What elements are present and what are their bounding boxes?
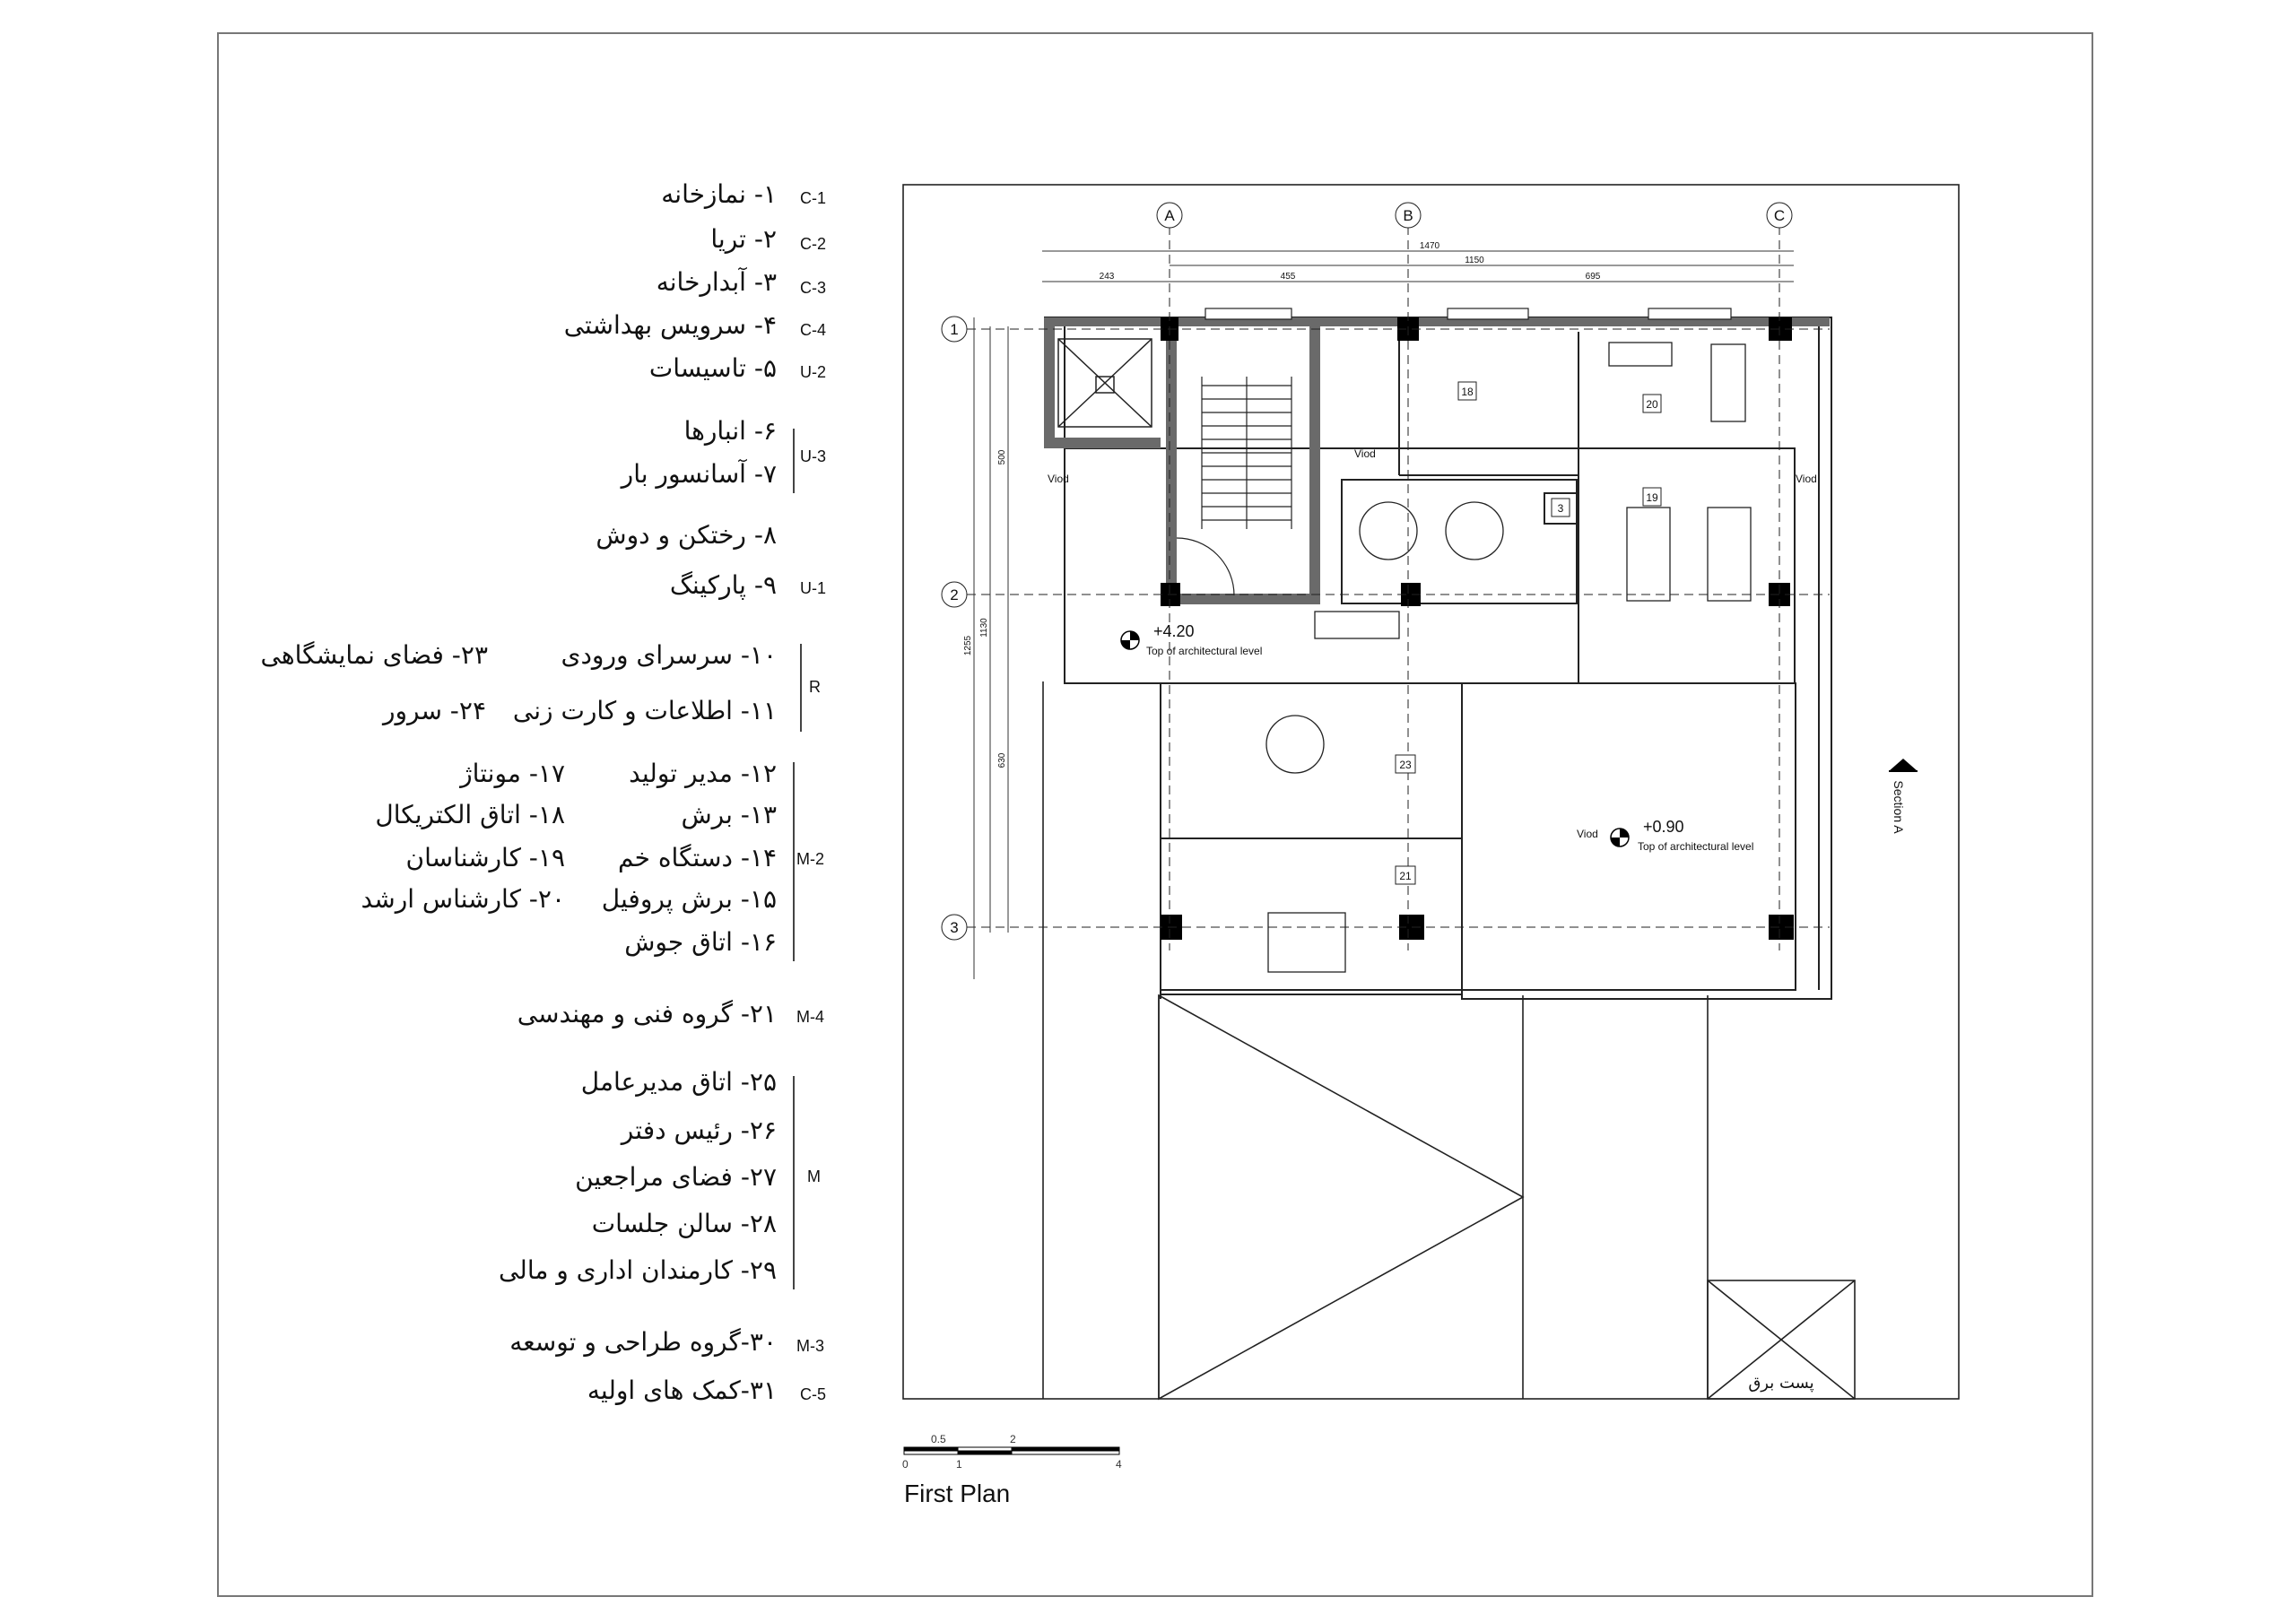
void-label-3: Viod <box>1796 473 1817 485</box>
legend-item-18: ۱۸- اتاق الکتریکال <box>375 800 565 829</box>
room-tag-18: 18 <box>1461 386 1474 398</box>
legend-item-16: ۱۶- اتاق جوش <box>624 927 777 957</box>
room-tag-23: 23 <box>1399 759 1412 771</box>
door-swing <box>1177 538 1234 595</box>
desks-19a <box>1627 508 1670 601</box>
level-label-upper: Top of architectural level <box>1146 645 1263 657</box>
grid-label-c: C <box>1773 207 1786 224</box>
building-outline <box>1044 317 1831 999</box>
wall-stair-west <box>1166 326 1177 604</box>
code-c3: C-3 <box>800 279 827 297</box>
level-value-lower: +0.90 <box>1643 818 1684 836</box>
desks-19b <box>1708 508 1751 601</box>
site-boundary <box>903 185 1959 1399</box>
window-2 <box>1448 308 1528 319</box>
dim-seg3-top: 695 <box>1585 272 1601 282</box>
scale-tick-top-2: 2 <box>1010 1433 1016 1445</box>
legend-item-29: ۲۹- کارمندان اداری و مالی <box>498 1255 777 1285</box>
room-dining <box>1342 480 1577 603</box>
void-label-1: Viod <box>1048 473 1069 485</box>
grid-label-3: 3 <box>950 919 959 936</box>
section-label: Section A <box>1892 780 1906 834</box>
scale-tick-top-1: 0.5 <box>931 1433 946 1445</box>
legend-item-8: ۸- رختکن و دوش <box>596 520 777 550</box>
dim-seg1-top: 243 <box>1099 272 1115 282</box>
level-label-lower: Top of architectural level <box>1638 840 1754 853</box>
legend-item-13: ۱۳- برش <box>681 800 777 829</box>
code-c5: C-5 <box>800 1385 827 1403</box>
scale-tick-bottom-1: 0 <box>902 1458 909 1471</box>
scale-tick-bottom-2: 1 <box>956 1458 962 1471</box>
void-label-4: Viod <box>1577 828 1598 840</box>
dim-sub-top: 1150 <box>1465 256 1484 265</box>
code-u2: U-2 <box>800 363 827 381</box>
legend-item-15: ۱۵- برش پروفیل <box>601 884 777 914</box>
legend-item-27: ۲۷- فضای مراجعین <box>575 1162 777 1192</box>
plan-title: First Plan <box>904 1480 1011 1507</box>
room-tag-3: 3 <box>1557 502 1564 515</box>
wall-elevator <box>1044 326 1055 443</box>
dim-overall-top: 1470 <box>1419 241 1440 251</box>
legend-item-19: ۱۹- کارشناسان <box>405 843 565 872</box>
grid-label-b: B <box>1403 207 1413 224</box>
legend-item-23: ۲۳- فضای نمایشگاهی <box>260 640 488 670</box>
legend-item-14: ۱۴- دستگاه خم <box>618 843 777 872</box>
legend-item-20: ۲۰- کارشناس ارشد <box>361 884 565 914</box>
level-value-upper: +4.20 <box>1153 622 1195 640</box>
sofa-20 <box>1609 343 1672 366</box>
legend-item-9: ۹- پارکینگ <box>669 570 777 600</box>
legend-item-7: ۷- آسانسور بار <box>621 459 777 489</box>
code-m3: M-3 <box>796 1337 824 1355</box>
legend-item-26: ۲۶- رئیس دفتر <box>621 1115 777 1145</box>
legend-item-28: ۲۸- سالن جلسات <box>591 1209 777 1238</box>
code-c1: C-1 <box>800 189 827 207</box>
desk-20 <box>1711 344 1745 421</box>
code-c4: C-4 <box>800 321 827 339</box>
dim-overall-left: 1255 <box>963 635 973 656</box>
grid-label-a: A <box>1164 207 1175 224</box>
room-tag-20: 20 <box>1646 398 1658 411</box>
dim-seg1-left: 500 <box>997 449 1007 465</box>
legend-item-6: ۶- انبارها <box>683 416 777 446</box>
wall-stair-east <box>1309 326 1320 604</box>
dim-seg2-top: 455 <box>1280 272 1296 282</box>
window-3 <box>1648 308 1731 319</box>
legend-item-12: ۱۲- مدیر تولید <box>629 759 777 788</box>
legend-item-24: ۲۴- سرور <box>382 696 486 725</box>
legend-item-17: ۱۷- مونتاژ <box>460 759 565 788</box>
scale-tick-bottom-3: 4 <box>1116 1458 1122 1471</box>
section-arrow <box>1889 759 1918 771</box>
code-r: R <box>809 678 821 696</box>
code-c2: C-2 <box>800 235 827 253</box>
round-table-2 <box>1446 502 1503 560</box>
legend-item-4: ۴- سرویس بهداشتی <box>563 310 777 340</box>
code-u3: U-3 <box>800 447 827 465</box>
substation-label: پست برق <box>1748 1374 1814 1393</box>
code-m2: M-2 <box>796 850 824 868</box>
wall-elevator-2 <box>1044 438 1161 448</box>
elevator-cabin <box>1096 377 1114 393</box>
round-table-3 <box>1266 716 1324 773</box>
legend-item-21: ۲۱- گروه فنی و مهندسی <box>517 999 777 1028</box>
legend-item-1: ۱- نمازخانه <box>661 179 777 209</box>
legend-item-5: ۵- تاسیسات <box>648 353 777 383</box>
legend-item-11: ۱۱- اطلاعات و کارت زنی <box>512 696 777 725</box>
legend-item-30: ۳۰-گروه طراحی و توسعه <box>509 1327 777 1357</box>
grid-label-2: 2 <box>950 586 959 603</box>
desk-21 <box>1268 913 1345 972</box>
code-m: M <box>807 1167 821 1185</box>
sofa-lobby <box>1315 612 1399 638</box>
legend-item-10: ۱۰- سرسرای ورودی <box>561 640 777 670</box>
window-1 <box>1205 308 1292 319</box>
wall-stair-south <box>1177 594 1320 604</box>
void-label-2: Viod <box>1354 447 1376 460</box>
legend-item-25: ۲۵- اتاق مدیرعامل <box>580 1067 777 1097</box>
legend-item-31: ۳۱-کمک های اولیه <box>587 1376 777 1405</box>
dim-sub-left: 1130 <box>979 618 989 638</box>
grid-label-1: 1 <box>950 321 959 338</box>
legend-item-3: ۳- آبدارخانه <box>656 267 777 297</box>
room-tag-19: 19 <box>1646 491 1658 504</box>
code-m4: M-4 <box>796 1008 824 1026</box>
room-tag-21: 21 <box>1399 870 1412 882</box>
ramp-triangle <box>1159 995 1523 1399</box>
legend-item-2: ۲- تریا <box>710 224 777 254</box>
code-u1: U-1 <box>800 579 827 597</box>
dim-seg2-left: 630 <box>997 752 1007 768</box>
